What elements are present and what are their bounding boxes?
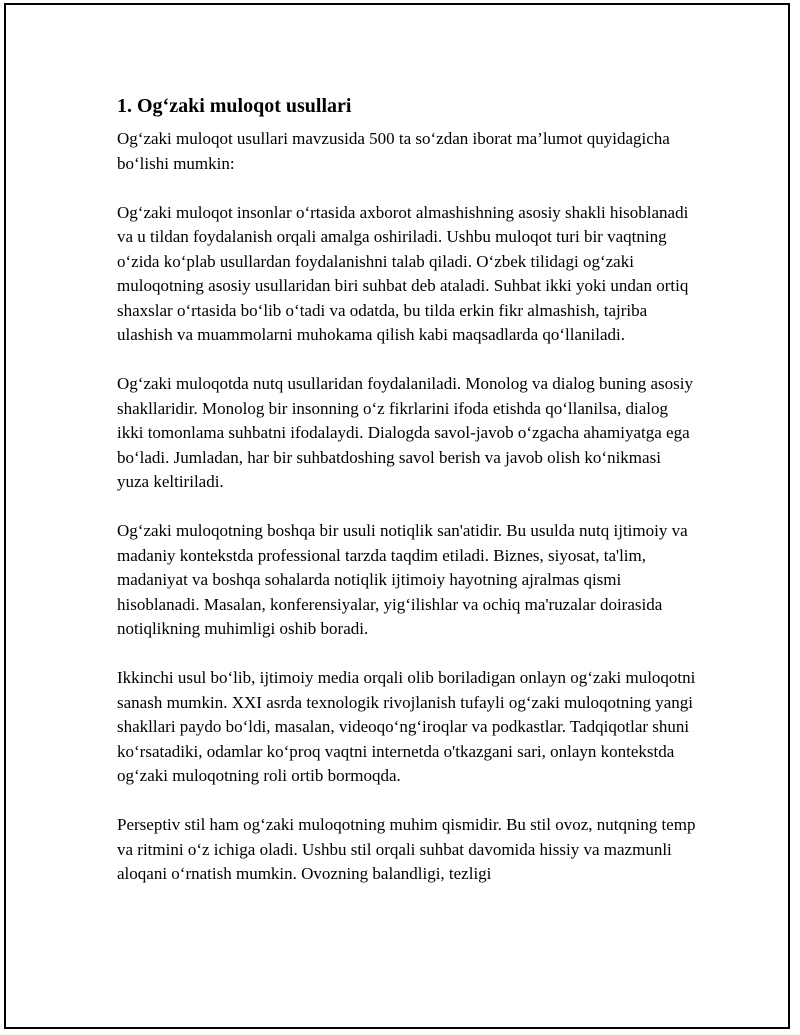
paragraph-monolog-dialog: Og‘zaki muloqotda nutq usullaridan foydalaniladi. Monolog va dialog buning asosiy shakllaridir. Monolog bir insonning o‘z fikrlarini ifoda etishda qo‘llanilsa, dialog ikki tomonlama suhbatni ifodalaydi. Dialogda savol-javob o‘zgacha ahamiyatga ega bo‘ladi. Jumladan, har bir suhbatdoshing savol berish va javob olish ko‘nikmasi yuza keltiriladi. [117,374,694,491]
paragraph-perceptive: Perseptiv stil ham og‘zaki muloqotning muhim qismidir. Bu stil ovoz, nutqning temp va ritmini o‘z ichiga oladi. Ushbu stil orqali suhbat davomida hissiy va mazmunli aloqani o‘rnatish mumkin. Ovozning balandligi, tezligi [117,815,696,883]
document-body [117,91,697,911]
paragraph-oratory: Og‘zaki muloqotning boshqa bir usuli notiqlik san'atidir. Bu usulda nutq ijtimoiy va madaniy kontekstda professional tarzda taqdim etiladi. Biznes, siyosat, ta'lim, madaniyat va boshqa sohalarda notiqlik ijtimoiy hayotning ajralmas qismi hisoblanadi. Masalan, konferensiyalar, yig‘ilishlar va ochiq ma'ruzalar doirasida notiqlikning muhimligi oshib boradi. [117,521,688,638]
paragraph-intro: Og‘zaki muloqot usullari mavzusida 500 ta so‘zdan iborat ma’lumot quyidagicha bo‘lishi mumkin: [117,129,670,173]
paragraph-online: Ikkinchi usul bo‘lib, ijtimoiy media orqali olib boriladigan onlayn og‘zaki muloqotni sanash mumkin. XXI asrda texnologik rivojlanish tufayli og‘zaki muloqotning yangi shakllari paydo bo‘ldi, masalan, videoqo‘ng‘iroqlar va podkastlar. Tadqiqotlar shuni ko‘rsatadiki, odamlar ko‘proq vaqtni internetda o'tkazgani sari, onlayn kontekstda og‘zaki muloqotning roli ortib bormoqda. [117,668,696,785]
section-heading: 1. Og‘zaki muloqot usullari [117,95,352,117]
paragraph-conversation: Og‘zaki muloqot insonlar o‘rtasida axborot almashishning asosiy shakli hisoblanadi va u tildan foydalanish orqali amalga oshiriladi. Ushbu muloqot turi bir vaqtning o‘zida ko‘plab usullardan foydalanishni talab qiladi. O‘zbek tilidagi og‘zaki muloqotning asosiy usullaridan biri suhbat deb ataladi. Suhbat ikki yoki undan ortiq shaxslar o‘rtasida bo‘lib o‘tadi va odatda, bu tilda erkin fikr almashish, tajriba ulashish va muammolarni muhokama qilish kabi maqsadlarda qo‘llaniladi. [117,202,689,344]
